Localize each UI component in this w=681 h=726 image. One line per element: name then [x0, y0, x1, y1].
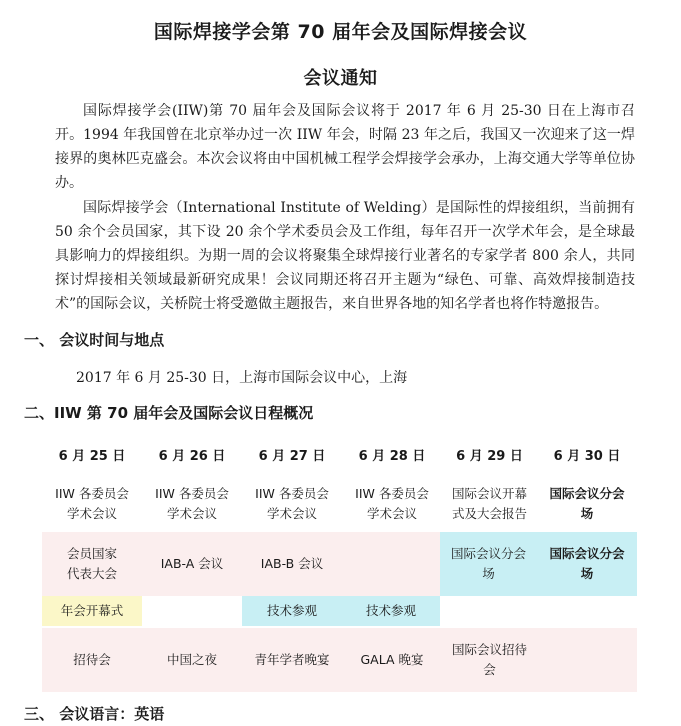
day-header: 6 月 30 日 — [553, 449, 621, 464]
section-language-heading: 三、 会议语言：英语 — [24, 705, 165, 723]
iiw-paragraph: 国际焊接学会（International Institute of Welding）是国际性的焊接组织，当前拥有 50 余个会员国家，其下设 20 余个学术委员会及工作组，每年召开一次学术年会，是全球最具影响力的焊接组织。为期一周的会议将聚集全球焊接行业著名的专家学者 800 余人，共同探讨焊接相关领域最新研究成果！会议同期还将召开主题为“绿色、可靠、高效焊接制造技术”的国际会议，关桥院士将受邀做主题报告，来自世界各地的知名学者也将作特邀报告。 — [55, 200, 635, 312]
schedule-cell: IIW 各委员会 学术会议 — [255, 486, 329, 521]
schedule-cell-empty — [342, 532, 440, 596]
schedule-cell: IIW 各委员会 学术会议 — [55, 486, 129, 521]
day-header: 6 月 29 日 — [456, 449, 523, 464]
schedule-cell: 年会开幕式 — [42, 596, 142, 626]
document-title: 国际焊接学会第 70 届年会及国际焊接会议 — [153, 21, 528, 43]
schedule-cell: IAB-B 会议 — [242, 532, 342, 596]
schedule-cell: 国际会议招待 会 — [442, 628, 537, 692]
schedule-cell: 技术参观 — [342, 596, 440, 626]
section-time-location-heading: 一、 会议时间与地点 — [24, 331, 165, 349]
schedule-cell: IIW 各委员会 学术会议 — [355, 486, 429, 521]
section-schedule-heading: 二、IIW 第 70 届年会及国际会议日程概况 — [24, 404, 314, 422]
day-header: 6 月 26 日 — [158, 449, 226, 464]
day-header: 6 月 25 日 — [58, 449, 126, 464]
schedule-cell: 青年学者晚宴 — [242, 628, 342, 692]
schedule-cell: 国际会议开幕 式及大会报告 — [451, 486, 527, 521]
schedule-cell: 会员国家 代表大会 — [42, 532, 142, 596]
schedule-cell: 国际会议分会 场 — [440, 532, 537, 596]
intro-paragraph: 国际焊接学会(IIW)第 70 届年会及国际会议将于 2017 年 6 月 25-30 日在上海市召开。1994 年我国曾在北京举办过一次 IIW 年会，时隔 23 年之后，我国又一次迎来了这一焊接界的奥林匹克盛会。本次会议将由中国机械工程学会焊接学会承办，上海交通大学等单位协办。 — [55, 103, 635, 191]
venue-text: 2017 年 6 月 25-30 日，上海市国际会议中心，上海 — [76, 370, 408, 386]
document-subtitle: 会议通知 — [303, 68, 378, 89]
schedule-cell: 国际会议分会 场 — [549, 486, 625, 521]
schedule-cell: 技术参观 — [242, 596, 342, 626]
schedule-cell: 招待会 — [42, 628, 142, 692]
schedule-cell: IAB-A 会议 — [142, 532, 242, 596]
schedule-cell: 中国之夜 — [142, 628, 242, 692]
schedule-cell: 国际会议分会 场 — [537, 532, 637, 596]
schedule-cell: GALA 晚宴 — [342, 628, 442, 692]
day-header: 6 月 28 日 — [358, 449, 426, 464]
schedule-cell: IIW 各委员会 学术会议 — [155, 486, 229, 521]
day-header: 6 月 27 日 — [258, 449, 326, 464]
schedule-cell-empty — [537, 628, 637, 692]
